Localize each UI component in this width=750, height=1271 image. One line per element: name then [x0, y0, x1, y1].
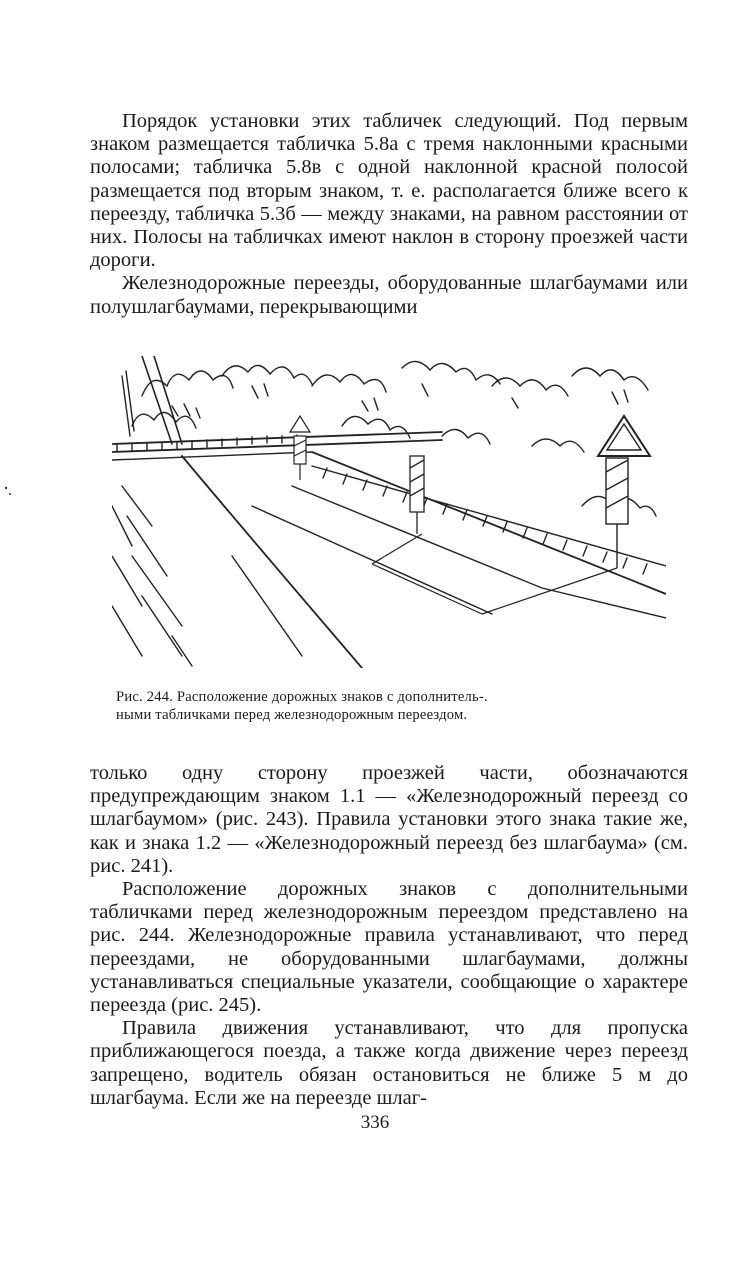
sign-post-near: [598, 416, 650, 568]
top-text-block: [90, 110, 688, 319]
paragraph-crossings-start: Железнодорожные переезды, оборудованные шлагбаумами или полушлагбаумами, перекрывающими: [90, 272, 688, 318]
page-number: 336: [360, 1112, 390, 1133]
caption-line-1: Рис. 244. Расположение дорожных знаков с дополнитель-.: [116, 689, 488, 705]
paragraph-sign-order: Порядок установки этих табличек следующий. Под первым знаком размещается табличка 5.8а с тремя наклонными красными полосами; табличка 5.8в с одной наклонной красной полосой размещается под вторым знаком, т. е. располагается ближе всего к переезду, табличка 5.3б — между знаками, на равном расстоянии от них. Полосы на табличках имеют наклон в сторону проезжей части дороги.: [90, 110, 688, 272]
paragraph-traffic-rules: Правила движения устанавливают, что для пропуска приближающегося поезда, а также когда движение через переезд запрещено, водитель обязан остановиться не ближе 5 м до шлагбаума. Если же на переезде шлаг-: [90, 1017, 688, 1109]
scan-edge-mark: [2, 482, 14, 502]
sign-post-middle: [410, 456, 424, 534]
caption-line-2: ными табличками перед железнодорожным переездом.: [116, 707, 468, 723]
bottom-text-block: [90, 762, 688, 1110]
sign-post-far: [290, 416, 310, 480]
figure-caption: [116, 688, 676, 724]
paragraph-crossings-continued: только одну сторону проезжей части, обозначаются предупреждающим знаком 1.1 — «Железнодорожный переезд со шлагбаумом» (рис. 243). Правила установки этого знака такие же, как и знака 1.2 — «Железнодорожный переезд без шлагбаума» (см. рис. 241).: [90, 762, 688, 877]
road-crossing-drawing: [112, 356, 666, 668]
figure-244-illustration: [112, 356, 666, 668]
paragraph-sign-placement: Расположение дорожных знаков с дополнительными табличками перед железнодорожным переездом представлено на рис. 244. Железнодорожные правила устанавливают, что перед переездами, не оборудованными шлагбаумами, должны устанавливаться специальные указатели, сообщающие о характере переезда (рис. 245).: [90, 878, 688, 1017]
